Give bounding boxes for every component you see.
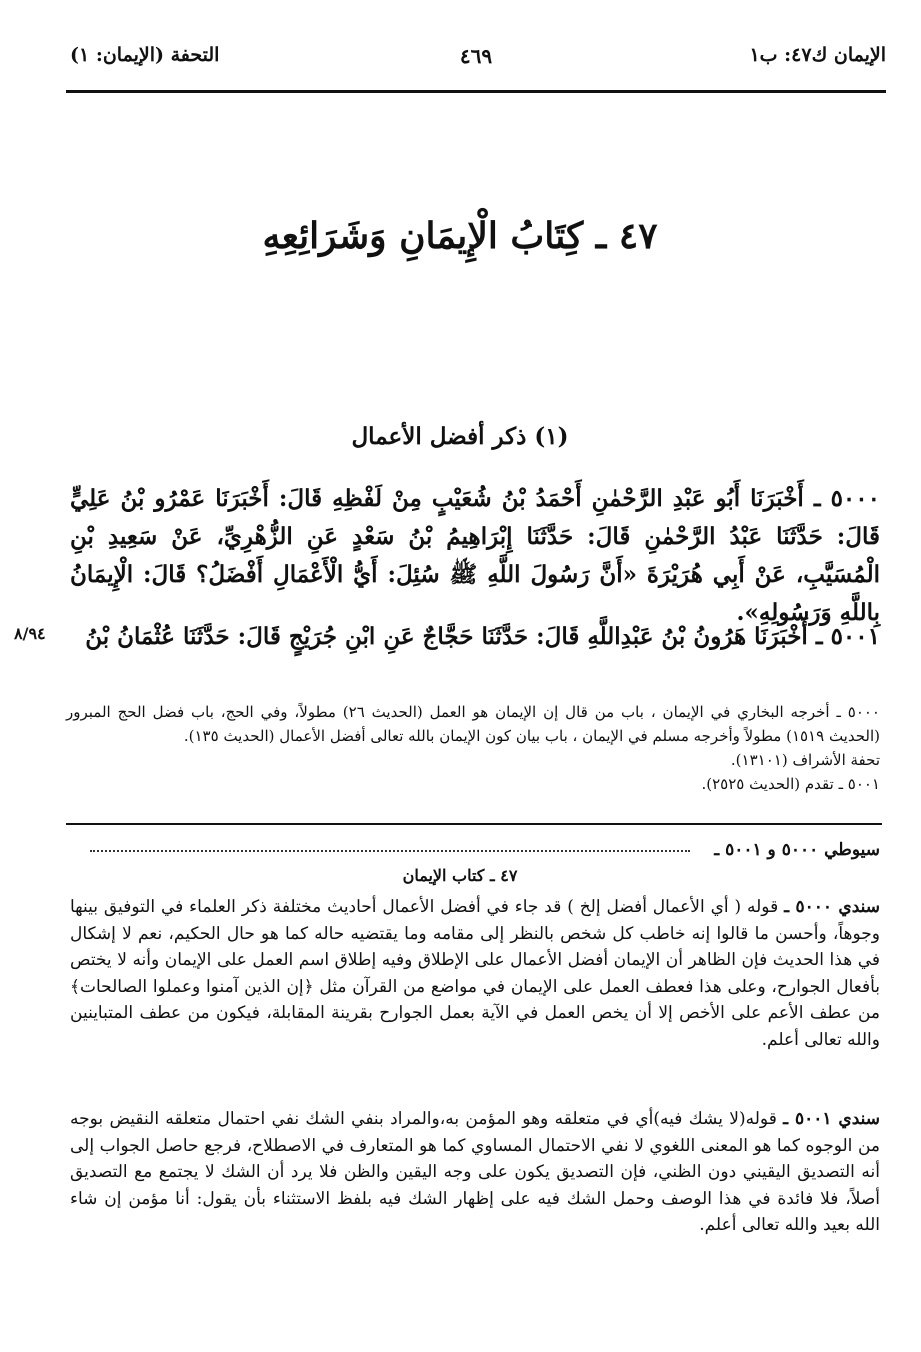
commentary-sindi-5001 — [70, 1106, 880, 1239]
commentary-subtitle: ٤٧ ـ كتاب الإيمان — [402, 866, 518, 885]
commentary-lead: سندي ٥٠٠٠ ـ — [784, 897, 880, 917]
commentary-header — [70, 840, 880, 868]
running-head-chapter: الإيمان ك٤٧: ب١ — [749, 44, 886, 66]
commentary-text: قوله(لا يشك فيه)أي في متعلقه وهو المؤمن به،والمراد بنفي الشك نفي احتمال متعلقه النقيض بوجه من الوجوه كما هو المعنى اللغوي لا نفي الاحتمال المساوي كما هو المتعارف في الاصطلاح، فرجع حاصل الجواب إلى أنه التصديق اليقيني دون الظني، فإن التصديق يكون على وجه اليقين والظن فلا يرد أن الشك لا يجتمع مع التصديق أصلاً، فلا فائدة في هذا الوصف وحمل الشك فيه على إظهار الشك فيه بلفظ الاستثناء بأن يقول: أنا مؤمن إن شاء الله بعيد والله تعالى أعلم. — [70, 1109, 880, 1235]
dotted-leader — [90, 850, 690, 852]
commentary-text: قوله ( أي الأعمال أفضل إلخ ) قد جاء في أفضل الأعمال أحاديث مختلفة ذكر العلماء في التوفيق بينها وجوهاً، وأحسن ما قالوا إنه خاطب كل شخص بالنظر إلى مقامه وما يقتضيه حاله كما هو حال الحكيم، نعم لا إشكال في هذا الحديث فإن الظاهر أن الإيمان أفضل الأعمال على الإطلاق وفيه إطلاق اسم العمل على الإيمان وأنه لا يختص بأفعال الجوارح، وعلى هذا فعطف العمل على الإيمان في مواضع من القرآن مثل ﴿إن الذين آمنوا وعملوا الصالحات﴾ من عطف الأعم على الأخص إلا أن يخص العمل في الآية بعمل الجوارح بقرينة المقابلة، فيكون من عطف المتباينين والله تعالى أعلم. — [70, 897, 880, 1050]
hadith-5000 — [70, 480, 880, 632]
commentary-label: سيوطي ٥٠٠٠ و ٥٠٠١ ـ — [714, 840, 880, 860]
hadith-number: ٥٠٠١ — [830, 623, 880, 650]
hadith-text: ـ أَخْبَرَنَا هَرُونُ بْنُ عَبْدِاللَّهِ قَالَ: حَدَّثَنَا حَجَّاجٌ عَنِ ابْنِ جُرَيْجٍ قَالَ: حَدَّثَنَا عُثْمَانُ بْنُ — [85, 623, 823, 650]
hadith-5001 — [70, 618, 880, 656]
book-title: ٤٧ ـ كِتَابُ الْإِيمَانِ وَشَرَائِعِهِ — [262, 215, 658, 257]
section-title: (١) ذكر أفضل الأعمال — [351, 423, 569, 450]
hadith-text: ـ أَخْبَرَنَا أَبُو عَبْدِ الرَّحْمٰنِ أَحْمَدُ بْنُ شُعَيْبٍ مِنْ لَفْظِهِ قَالَ: أَخْبَرَنَا عَمْرُو بْنُ عَلِيٍّ قَالَ: حَدَّثَنَا عَبْدُ الرَّحْمٰنِ قَالَ: حَدَّثَنَا إِبْرَاهِيمُ بْنُ سَعْدٍ عَنِ الزُّهْرِيِّ، عَنْ سَعِيدِ بْنِ الْمُسَيَّبِ، عَنْ أَبِي هُرَيْرَةَ «أَنَّ رَسُولَ اللَّهِ ﷺ سُئِلَ: أَيُّ الْأَعْمَالِ أَفْضَلُ؟ قَالَ: الْإِيمَانُ بِاللَّهِ وَرَسُولِهِ». — [70, 485, 880, 626]
hadith-number: ٥٠٠٠ — [830, 485, 880, 512]
commentary-sindi-5000 — [70, 894, 880, 1053]
footnotes — [66, 700, 880, 796]
footnote: ٥٠٠٠ ـ أخرجه البخاري في الإيمان ، باب من قال إن الإيمان هو العمل (الحديث ٢٦) مطولاً، وفي الحج، باب فضل الحج المبرور (الحديث ١٥١٩) مطولاً وأخرجه مسلم في الإيمان ، باب بيان كون الإيمان بالله تعالى أفضل الأعمال (الحديث ١٣٥). — [66, 703, 880, 745]
footnote: تحفة الأشراف (١٣١٠١). — [730, 751, 880, 769]
page-header — [66, 40, 886, 93]
divider — [66, 823, 882, 825]
running-head-tuhfa: التحفة (الإيمان: ١) — [70, 44, 220, 66]
margin-reference: ٨/٩٤ — [14, 624, 46, 643]
footnote: ٥٠٠١ ـ تقدم (الحديث ٢٥٢٥). — [701, 775, 880, 793]
page-number: ٤٦٩ — [459, 44, 493, 68]
commentary-lead: سندي ٥٠٠١ ـ — [783, 1109, 881, 1129]
